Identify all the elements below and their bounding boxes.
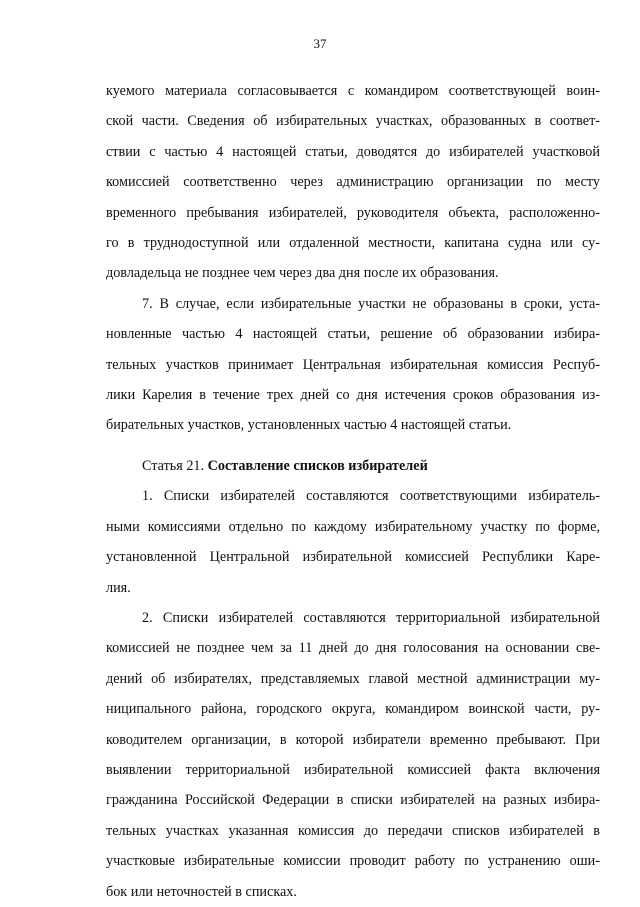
text-line: временного пребывания избирателей, руководителя объекта, расположенно- xyxy=(106,204,600,221)
text-line: лики Карелия в течение трех дней со дня истечения сроков образования из- xyxy=(106,387,600,404)
text-line: комиссией не позднее чем за 11 дней до дня голосования на основании све- xyxy=(106,640,600,657)
text-line: выявлении территориальной избирательной комиссией факта включения xyxy=(106,761,600,778)
document-body xyxy=(106,76,600,907)
text-line: ской части. Сведения об избирательных участках, образованных в соответ- xyxy=(106,113,600,130)
text-line: лия. xyxy=(106,579,131,596)
article-heading xyxy=(106,451,600,481)
text-line: бирательных участков, установленных частью 4 настоящей статьи. xyxy=(106,417,512,434)
text-line: ными комиссиями отдельно по каждому избирательному участку по форме, xyxy=(106,518,600,535)
text-line: ниципального района, городского округа, командиром воинской части, ру- xyxy=(106,701,600,718)
text-line: комиссией соответственно через администрацию организации по месту xyxy=(106,174,600,191)
paragraph-continuation xyxy=(106,76,600,289)
article-title: Составление списков избирателей xyxy=(207,457,428,474)
text-line: ствии с частью 4 настоящей статьи, доводятся до избирателей участковой xyxy=(106,143,600,160)
text-line: 7. В случае, если избирательные участки не образованы в сроки, уста- xyxy=(142,295,600,312)
paragraph-item-2 xyxy=(106,603,600,907)
text-line: 1. Списки избирателей составляются соответствующими избиратель- xyxy=(142,488,600,505)
text-line: куемого материала согласовывается с командиром соответствующей воин- xyxy=(106,83,600,99)
paragraph-item-1 xyxy=(106,481,600,603)
text-line: участковые избирательные комиссии проводит работу по устранению оши- xyxy=(106,853,600,870)
page-number: 37 xyxy=(313,36,327,51)
text-line: тельных участках указанная комиссия до передачи списков избирателей в xyxy=(106,822,600,839)
text-line: установленной Центральной избирательной комиссией Республики Каре- xyxy=(106,549,600,566)
text-line: 2. Списки избирателей составляются территориальной избирательной xyxy=(142,609,600,626)
text-line: гражданина Российской Федерации в списки избирателей на разных избира- xyxy=(106,792,600,809)
text-line: ководителем организации, в которой избиратели временно пребывают. При xyxy=(106,731,600,748)
text-line: новленные частью 4 настоящей статьи, решение об образовании избира- xyxy=(106,326,600,343)
text-line: го в труднодоступной или отдаленной местности, капитана судна или су- xyxy=(106,235,600,252)
article-prefix: Статья 21. xyxy=(142,457,208,474)
text-line: бок или неточностей в списках. xyxy=(106,883,297,900)
text-line: тельных участков принимает Центральная избирательная комиссия Респуб- xyxy=(106,356,600,373)
text-line: довладельца не позднее чем через два дня после их образования. xyxy=(106,265,499,282)
paragraph-item-7 xyxy=(106,289,600,441)
text-line: дений об избирателях, представляемых главой местной администрации му- xyxy=(106,670,600,687)
